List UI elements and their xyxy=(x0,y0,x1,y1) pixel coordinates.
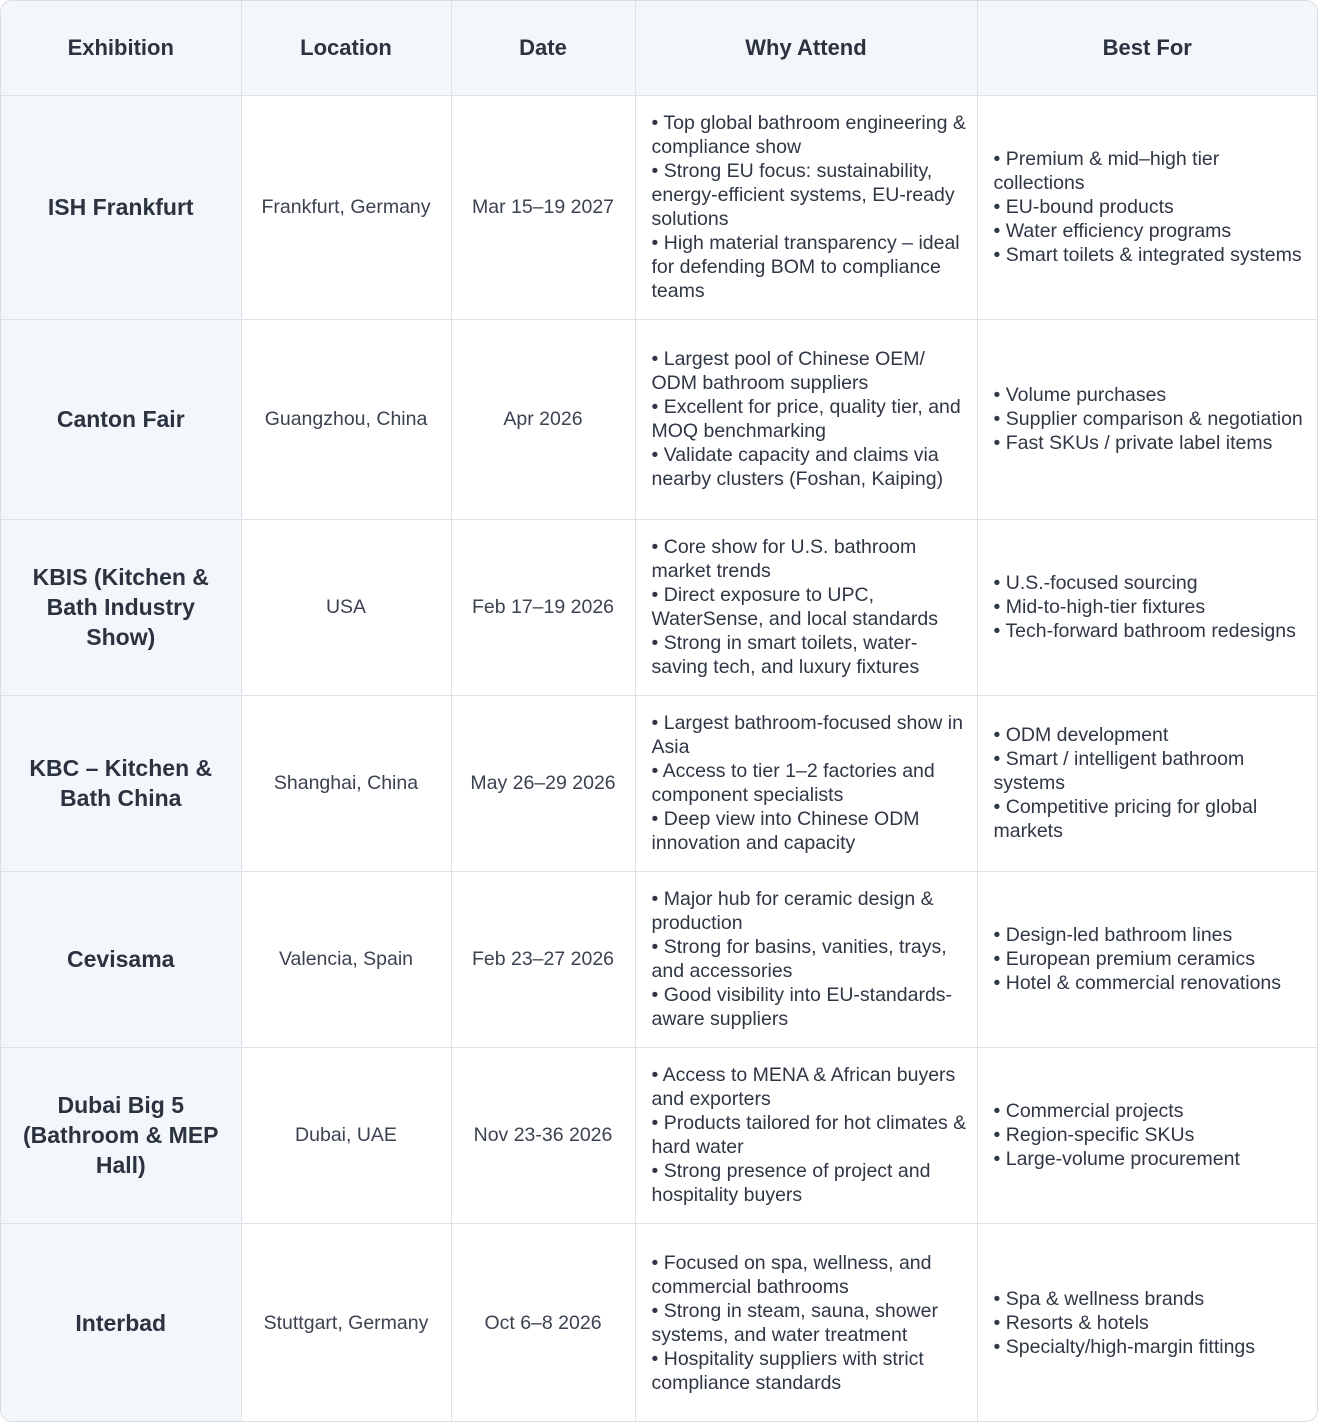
table-row xyxy=(1,1223,1317,1422)
why-attend-cell xyxy=(635,95,977,319)
location-cell: Guangzhou, China xyxy=(241,319,451,519)
table-row xyxy=(1,1047,1317,1223)
table-row xyxy=(1,95,1317,319)
best-for-bullet: • Mid-to-high-tier fixtures xyxy=(993,596,1206,618)
best-for-bullet: • Tech-forward bathroom redesigns xyxy=(993,620,1296,642)
exhibition-cell: Cevisama xyxy=(1,871,241,1047)
best-for-bullet: • Specialty/high-margin fittings xyxy=(993,1336,1256,1359)
why-attend-bullet: • Strong for basins, vanities, trays, and accessories xyxy=(651,936,947,982)
exhibition-cell: KBC – Kitchen & Bath China xyxy=(1,695,241,871)
why-attend-cell xyxy=(635,519,977,695)
location-cell: USA xyxy=(241,519,451,695)
best-for-bullet: • Supplier comparison & negotiation xyxy=(993,408,1303,430)
best-for-bullet: • Fast SKUs / private label items xyxy=(993,432,1273,454)
best-for-cell xyxy=(977,871,1317,1047)
why-attend-bullet: • Largest pool of Chinese OEM/ ODM bathroom suppliers xyxy=(651,348,925,394)
header-why-attend: Why Attend xyxy=(635,1,977,95)
best-for-bullet: • Hotel & commercial renovations xyxy=(993,972,1282,994)
table-header-row xyxy=(1,1,1317,95)
why-attend-bullet: • Core show for U.S. bathroom market trends xyxy=(651,536,917,582)
best-for-bullet: • Design-led bathroom lines xyxy=(993,924,1233,946)
best-for-bullet: • Spa & wellness brands xyxy=(993,1288,1205,1311)
best-for-bullet: • Smart / intelligent bathroom systems xyxy=(993,748,1245,794)
exhibition-cell: Canton Fair xyxy=(1,319,241,519)
why-attend-bullet: • Access to MENA & African buyers and exporters xyxy=(651,1064,956,1110)
best-for-cell xyxy=(977,1223,1317,1422)
why-attend-bullet: • Strong in steam, sauna, shower systems, and water treatment xyxy=(651,1300,938,1347)
location-cell: Valencia, Spain xyxy=(241,871,451,1047)
table-row xyxy=(1,871,1317,1047)
date-cell: Feb 23–27 2026 xyxy=(451,871,635,1047)
best-for-bullet: • U.S.-focused sourcing xyxy=(993,572,1198,594)
best-for-bullet: • Resorts & hotels xyxy=(993,1312,1149,1335)
best-for-bullet: • Volume purchases xyxy=(993,384,1167,406)
why-attend-bullet: • Access to tier 1–2 factories and component specialists xyxy=(651,760,935,806)
table-row xyxy=(1,519,1317,695)
best-for-bullet: • ODM development xyxy=(993,724,1169,746)
exhibition-cell: Dubai Big 5 (Bathroom & MEP Hall) xyxy=(1,1047,241,1223)
exhibition-cell: ISH Frankfurt xyxy=(1,95,241,319)
location-cell: Frankfurt, Germany xyxy=(241,95,451,319)
why-attend-bullet: • Excellent for price, quality tier, and MOQ benchmarking xyxy=(651,396,961,442)
why-attend-bullet: • Strong EU focus: sustainability, energy-efficient systems, EU-ready solutions xyxy=(651,160,955,230)
why-attend-bullet: • Strong in smart toilets, water-saving tech, and luxury fixtures xyxy=(651,632,920,678)
table-row xyxy=(1,319,1317,519)
best-for-bullet: • EU-bound products xyxy=(993,196,1174,218)
best-for-cell xyxy=(977,1047,1317,1223)
location-cell: Dubai, UAE xyxy=(241,1047,451,1223)
best-for-bullet: • Region-specific SKUs xyxy=(993,1124,1195,1146)
why-attend-bullet: • Validate capacity and claims via nearby clusters (Foshan, Kaiping) xyxy=(651,444,944,490)
why-attend-bullet: • Top global bathroom engineering & compliance show xyxy=(651,112,966,158)
why-attend-bullet: • Hospitality suppliers with strict compliance standards xyxy=(651,1348,924,1395)
header-location: Location xyxy=(241,1,451,95)
location-cell: Stuttgart, Germany xyxy=(241,1223,451,1422)
why-attend-cell xyxy=(635,1047,977,1223)
exhibition-cell: Interbad xyxy=(1,1223,241,1422)
why-attend-bullet: • Major hub for ceramic design & production xyxy=(651,888,934,934)
why-attend-bullet: • Strong presence of project and hospitality buyers xyxy=(651,1160,931,1206)
best-for-cell xyxy=(977,95,1317,319)
exhibitions-table xyxy=(1,1,1317,1422)
best-for-bullet: • Competitive pricing for global markets xyxy=(993,796,1258,842)
why-attend-cell xyxy=(635,695,977,871)
best-for-cell xyxy=(977,519,1317,695)
date-cell: Mar 15–19 2027 xyxy=(451,95,635,319)
date-cell: Feb 17–19 2026 xyxy=(451,519,635,695)
why-attend-bullet: • Good visibility into EU-standards-aware suppliers xyxy=(651,984,953,1030)
why-attend-cell xyxy=(635,319,977,519)
location-cell: Shanghai, China xyxy=(241,695,451,871)
best-for-cell xyxy=(977,319,1317,519)
header-exhibition: Exhibition xyxy=(1,1,241,95)
date-cell: Nov 23-36 2026 xyxy=(451,1047,635,1223)
why-attend-bullet: • Direct exposure to UPC, WaterSense, and local standards xyxy=(651,584,939,630)
table-row xyxy=(1,695,1317,871)
best-for-bullet: • Premium & mid–high tier collections xyxy=(993,148,1220,194)
best-for-bullet: • European premium ceramics xyxy=(993,948,1256,970)
date-cell: Apr 2026 xyxy=(451,319,635,519)
header-best-for: Best For xyxy=(977,1,1317,95)
why-attend-bullet: • Deep view into Chinese ODM innovation and capacity xyxy=(651,808,920,854)
why-attend-bullet: • Focused on spa, wellness, and commercial bathrooms xyxy=(651,1252,932,1299)
why-attend-bullet: • Largest bathroom-focused show in Asia xyxy=(651,712,963,758)
date-cell: May 26–29 2026 xyxy=(451,695,635,871)
why-attend-cell xyxy=(635,1223,977,1422)
header-date: Date xyxy=(451,1,635,95)
exhibition-cell: KBIS (Kitchen & Bath Industry Show) xyxy=(1,519,241,695)
date-cell: Oct 6–8 2026 xyxy=(451,1223,635,1422)
why-attend-bullet: • High material transparency – ideal for defending BOM to compliance teams xyxy=(651,232,960,302)
why-attend-cell xyxy=(635,871,977,1047)
best-for-bullet: • Smart toilets & integrated systems xyxy=(993,244,1302,266)
best-for-bullet: • Commercial projects xyxy=(993,1100,1184,1122)
best-for-bullet: • Large-volume procurement xyxy=(993,1148,1240,1170)
best-for-bullet: • Water efficiency programs xyxy=(993,220,1232,242)
best-for-cell xyxy=(977,695,1317,871)
why-attend-bullet: • Products tailored for hot climates & hard water xyxy=(651,1112,967,1158)
